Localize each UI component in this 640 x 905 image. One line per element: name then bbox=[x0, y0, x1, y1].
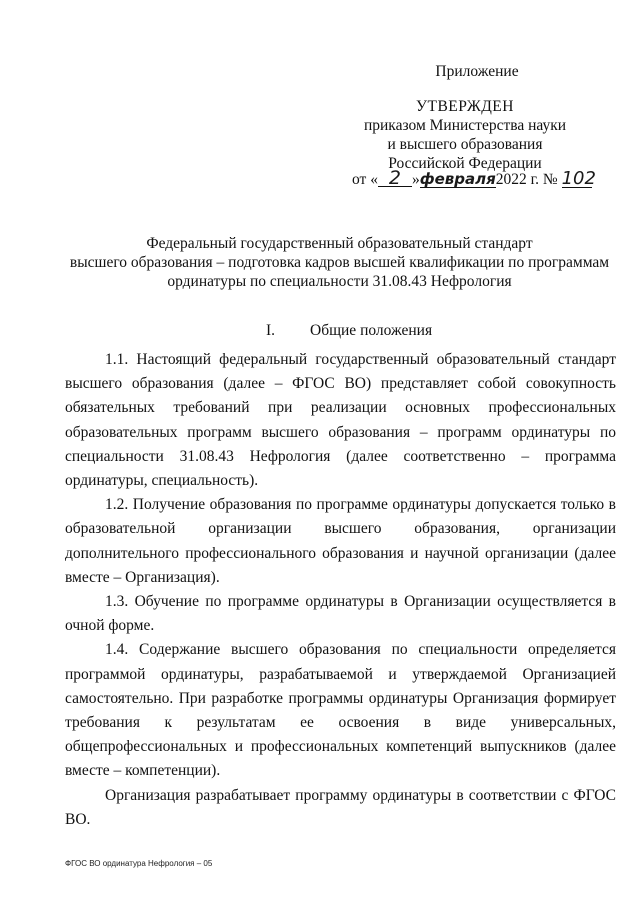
document-title bbox=[62, 234, 617, 291]
approval-block bbox=[340, 62, 590, 173]
section-heading bbox=[266, 322, 432, 340]
paragraph-1-4: 1.4. Содержание высшего образования по специальности определяется программой ординатуры, разрабатываемой и утверждаемой Организацией самостоятельно. При разработке программы ординатуры Организация формирует требования к результатам ее освоения в виде универсальных, общепрофессиональных и профессиональных компетенций выпускников (далее вместе – компетенции). bbox=[65, 641, 616, 780]
title-line: Федеральный государственный образовательный стандарт bbox=[146, 235, 533, 252]
paragraph-1-1: 1.1. Настоящий федеральный государственный образовательный стандарт высшего образования (далее – ФГОС ВО) представляет собой совокупность обязательных требований при реализации основных профессиональных образовательных программ высшего образования – программ ординатуры по специальности 31.08.43 Нефрология (далее соответственно – программа ординатуры, специальность). bbox=[65, 351, 616, 490]
approved-heading: УТВЕРЖДЕН bbox=[416, 98, 514, 115]
order-date-line bbox=[352, 167, 596, 189]
approval-line: Российской Федерации bbox=[388, 155, 542, 172]
year-text: 2022 г. № bbox=[495, 171, 558, 188]
order-prefix: от « bbox=[352, 171, 378, 188]
paragraph-1-4-continued: Организация разрабатывает программу ординатуры в соответствии с ФГОС ВО. bbox=[65, 786, 616, 828]
approval-line: и высшего образования bbox=[387, 136, 543, 153]
day-suffix: » bbox=[411, 171, 420, 188]
handwritten-day: 2 bbox=[378, 170, 412, 187]
handwritten-month: февраля bbox=[419, 170, 496, 188]
handwritten-order-number: 102 bbox=[561, 168, 596, 189]
title-line: ординатуры по специальности 31.08.43 Нефрология bbox=[167, 273, 512, 290]
page-footer: ФГОС ВО ординатура Нефрология – 05 bbox=[65, 859, 213, 868]
appendix-label: Приложение bbox=[435, 63, 519, 80]
section-number: I. bbox=[266, 322, 276, 339]
paragraph-1-2: 1.2. Получение образования по программе ординатуры допускается только в образовательной организации высшего образования, организации дополнительного профессионального образования и научной организации (далее вместе – Организация). bbox=[65, 496, 616, 586]
section-title: Общие положения bbox=[310, 322, 433, 339]
body-text bbox=[65, 348, 616, 832]
approval-line: приказом Министерства науки bbox=[363, 117, 567, 134]
paragraph-1-3: 1.3. Обучение по программе ординатуры в Организации осуществляется в очной форме. bbox=[65, 593, 616, 635]
title-line: высшего образования – подготовка кадров высшей квалификации по программам bbox=[69, 254, 610, 271]
